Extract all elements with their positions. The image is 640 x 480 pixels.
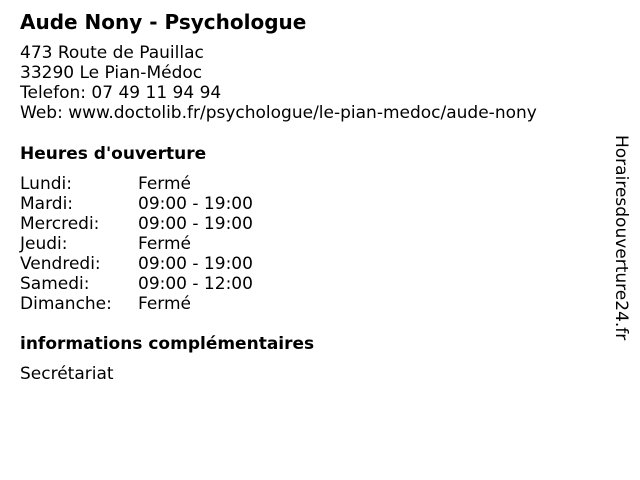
day-hours: Fermé <box>138 174 192 194</box>
page-title: Aude Nony - Psychologue <box>20 10 307 34</box>
hours-row-friday <box>20 254 253 274</box>
day-label: Lundi: <box>20 174 72 194</box>
day-hours: 09:00 - 19:00 <box>138 254 253 274</box>
opening-hours-heading: Heures d'ouverture <box>20 144 207 164</box>
day-hours: Fermé <box>138 294 192 314</box>
contact-block <box>20 43 537 123</box>
hours-row-sunday <box>20 294 253 314</box>
address-line-street: 473 Route de Pauillac <box>20 43 204 63</box>
day-label: Samedi: <box>20 274 90 294</box>
hours-row-saturday <box>20 274 253 294</box>
additional-info-text: Secrétariat <box>20 364 114 384</box>
website-link[interactable]: Web: www.doctolib.fr/psychologue/le-pian-medoc/aude-nony <box>20 103 537 123</box>
day-hours: Fermé <box>138 234 192 254</box>
day-label: Mardi: <box>20 194 74 214</box>
opening-hours-table <box>20 174 253 314</box>
day-hours: 09:00 - 12:00 <box>138 274 253 294</box>
phone-line: Telefon: 07 49 11 94 94 <box>20 83 222 103</box>
day-label: Dimanche: <box>20 294 112 314</box>
hours-row-thursday <box>20 234 253 254</box>
day-label: Vendredi: <box>20 254 101 274</box>
site-watermark: Horairesdouverture24.fr <box>611 135 631 341</box>
hours-row-tuesday <box>20 194 253 214</box>
address-line-city: 33290 Le Pian-Médoc <box>20 63 203 83</box>
additional-info-heading: informations complémentaires <box>20 334 315 354</box>
day-label: Jeudi: <box>20 234 68 254</box>
day-hours: 09:00 - 19:00 <box>138 194 253 214</box>
hours-row-monday <box>20 174 253 194</box>
day-label: Mercredi: <box>20 214 100 234</box>
hours-row-wednesday <box>20 214 253 234</box>
day-hours: 09:00 - 19:00 <box>138 214 253 234</box>
